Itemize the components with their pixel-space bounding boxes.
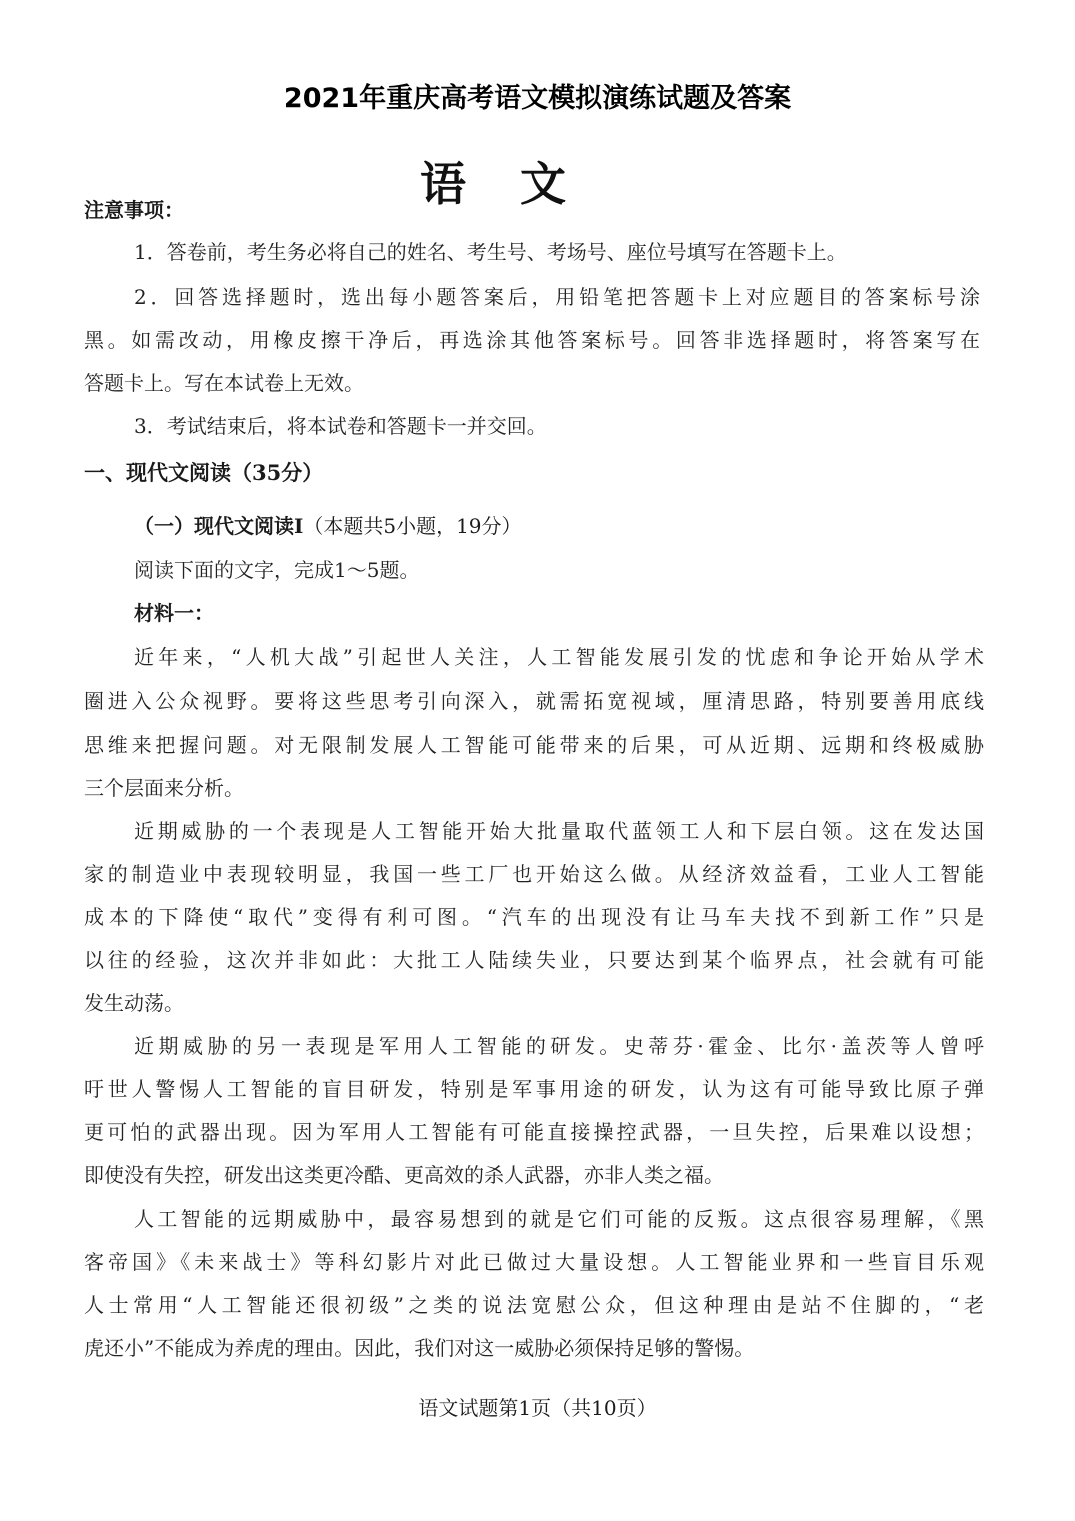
body-line: 虎还小”不能成为养虎的理由。因此，我们对这一威胁必须保持足够的警惕。	[84, 1336, 755, 1360]
page-footer: 语文试题第1页（共10页）	[418, 1396, 657, 1420]
notice-item-1: 1．答卷前，考生务必将自己的姓名、考生号、考场号、座位号填写在答题卡上。	[134, 240, 847, 264]
body-line: 近期威胁的另一表现是军用人工智能的研发。史蒂芬·霍金、比尔·盖茨等人曾呼	[134, 1034, 984, 1058]
exam-subject-heading: 语文	[420, 157, 620, 211]
document-title: 2021年重庆高考语文模拟演练试题及答案	[283, 83, 792, 114]
subsection-detail: （本题共5小题，19分）	[303, 514, 522, 538]
body-line: 成本的下降使“取代”变得有利可图。“汽车的出现没有让马车夫找不到新工作”只是	[84, 905, 984, 929]
body-line: 思维来把握问题。对无限制发展人工智能可能带来的后果，可从近期、远期和终极威胁	[84, 733, 984, 757]
subsection-heading	[134, 510, 522, 539]
body-line: 家的制造业中表现较明显，我国一些工厂也开始这么做。从经济效益看，工业人工智能	[84, 862, 984, 886]
body-line: 发生动荡。	[84, 991, 184, 1015]
subsection-title: （一）现代文阅读Ⅰ	[134, 514, 304, 538]
body-line: 三个层面来分析。	[84, 776, 244, 800]
notice-item-3: 3．考试结束后，将本试卷和答题卡一并交回。	[134, 414, 547, 438]
body-line: 以往的经验，这次并非如此：大批工人陆续失业，只要达到某个临界点，社会就有可能	[84, 948, 984, 972]
body-line: 客帝国》《未来战士》等科幻影片对此已做过大量设想。人工智能业界和一些盲目乐观	[84, 1250, 984, 1274]
reading-instruction: 阅读下面的文字，完成1～5题。	[134, 558, 420, 582]
body-line: 更可怕的武器出现。因为军用人工智能有可能直接操控武器，一旦失控，后果难以设想；	[84, 1120, 984, 1144]
notice-heading: 注意事项：	[84, 198, 184, 222]
body-line: 圈进入公众视野。要将这些思考引向深入，就需拓宽视域，厘清思路，特别要善用底线	[84, 689, 984, 713]
body-line: 即使没有失控，研发出这类更冷酷、更高效的杀人武器，亦非人类之福。	[84, 1163, 724, 1187]
notice-item-2: 2．回答选择题时，选出每小题答案后，用铅笔把答题卡上对应题目的答案标号涂	[134, 285, 980, 309]
notice-item-2-cont: 黑。如需改动，用橡皮擦干净后，再选涂其他答案标号。回答非选择题时，将答案写在	[84, 328, 980, 352]
material-label: 材料一：	[134, 601, 214, 625]
body-line: 人工智能的远期威胁中，最容易想到的就是它们可能的反叛。这点很容易理解，《黑	[134, 1207, 984, 1231]
body-line: 吁世人警惕人工智能的盲目研发，特别是军事用途的研发，认为这有可能导致比原子弹	[84, 1077, 984, 1101]
body-line: 近期威胁的一个表现是人工智能开始大批量取代蓝领工人和下层白领。这在发达国	[134, 819, 984, 843]
section-heading: 一、现代文阅读（35分）	[84, 460, 324, 485]
notice-item-2-end: 答题卡上。写在本试卷上无效。	[84, 371, 364, 395]
body-line: 近年来，“人机大战”引起世人关注，人工智能发展引发的忧虑和争论开始从学术	[134, 645, 984, 669]
body-line: 人士常用“人工智能还很初级”之类的说法宽慰公众，但这种理由是站不住脚的，“老	[84, 1293, 984, 1317]
